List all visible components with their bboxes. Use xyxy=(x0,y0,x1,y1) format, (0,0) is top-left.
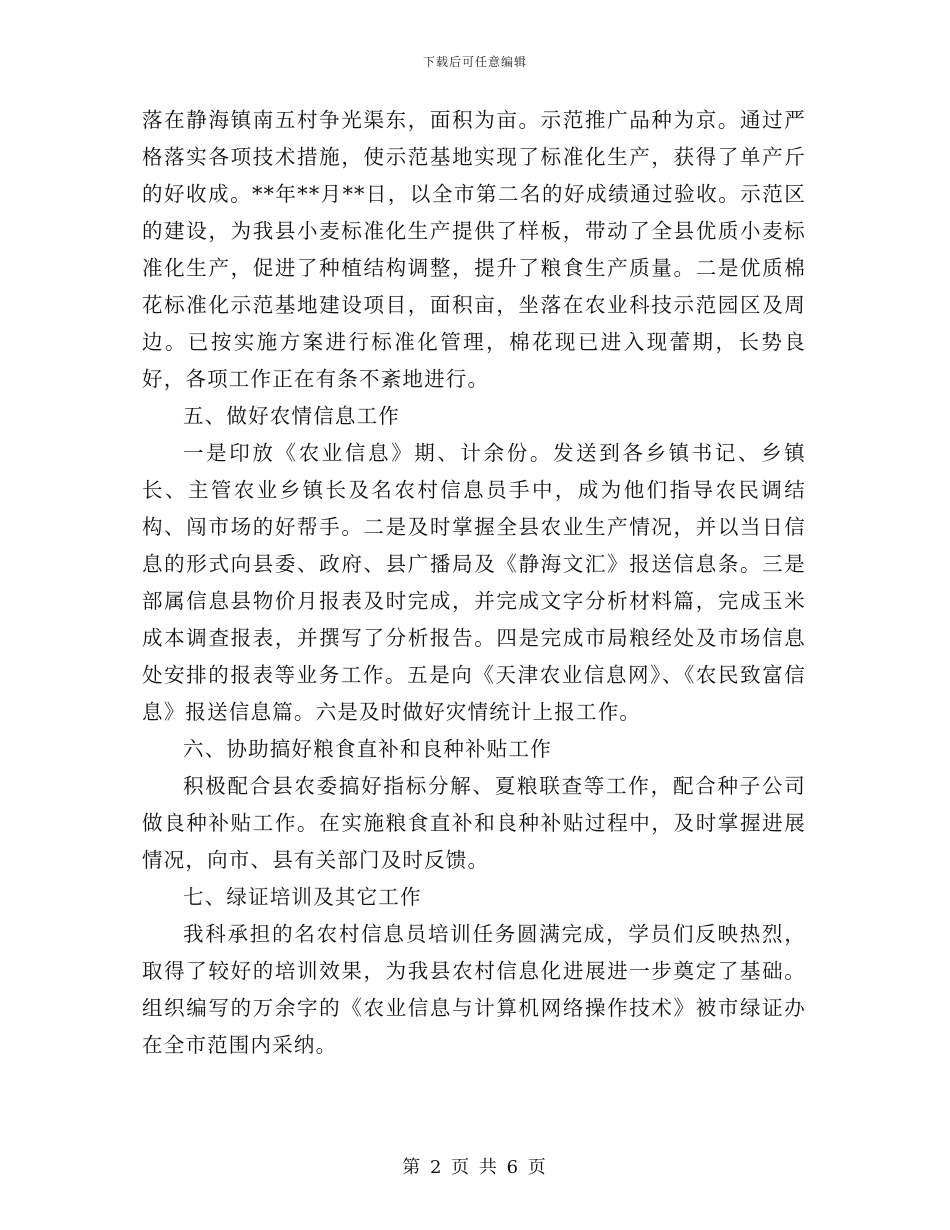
section-heading-6: 六、协助搞好粮食直补和良种补贴工作 xyxy=(183,737,552,761)
paragraph-section-7: 我科承担的名农村信息员培训任务圆满完成，学员们反映热烈，取得了较好的培训效果，为我县农村信息化进展进一步奠定了基础。组织编写的万余字的《农业信息与计算机网络操作技术》被市绿证办在全市范围内采纳。 xyxy=(142,922,806,1057)
document-body xyxy=(142,102,806,1064)
section-heading-5: 五、做好农情信息工作 xyxy=(183,404,400,428)
page-footer: 第 2 页 共 6 页 xyxy=(402,1157,548,1178)
paragraph-section-5: 一是印放《农业信息》期、计余份。发送到各乡镇书记、乡镇长、主管农业乡镇长及名农村信息员手中，成为他们指导农民调结构、闯市场的好帮手。二是及时掌握全县农业生产情况，并以当日信息的形式向县委、政府、县广播局及《静海文汇》报送信息条。三是部属信息县物价月报表及时完成，并完成文字分析材料篇，完成玉米成本调查报表，并撰写了分析报告。四是完成市局粮经处及市场信息处安排的报表等业务工作。五是向《天津农业信息网》、《农民致富信息》报送信息篇。六是及时做好灾情统计上报工作。 xyxy=(142,441,806,724)
paragraph-section-6: 积极配合县农委搞好指标分解、夏粮联查等工作，配合种子公司做良种补贴工作。在实施粮食直补和良种补贴过程中，及时掌握进展情况，向市、县有关部门及时反馈。 xyxy=(142,774,806,872)
section-heading-7: 七、绿证培训及其它工作 xyxy=(183,885,422,909)
paragraph-continuation: 落在静海镇南五村争光渠东，面积为亩。示范推广品种为京。通过严格落实各项技术措施，使示范基地实现了标准化生产，获得了单产斤的好收成。**年**月**日，以全市第二名的好成绩通过验收。示范区的建设，为我县小麦标准化生产提供了样板，带动了全县优质小麦标准化生产，促进了种植结构调整，提升了粮食生产质量。二是优质棉花标准化示范基地建设项目，面积亩，坐落在农业科技示范园区及周边。已按实施方案进行标准化管理，棉花现已进入现蕾期，长势良好，各项工作正在有条不紊地进行。 xyxy=(142,108,806,391)
page-header: 下载后可任意编辑 xyxy=(422,55,527,69)
